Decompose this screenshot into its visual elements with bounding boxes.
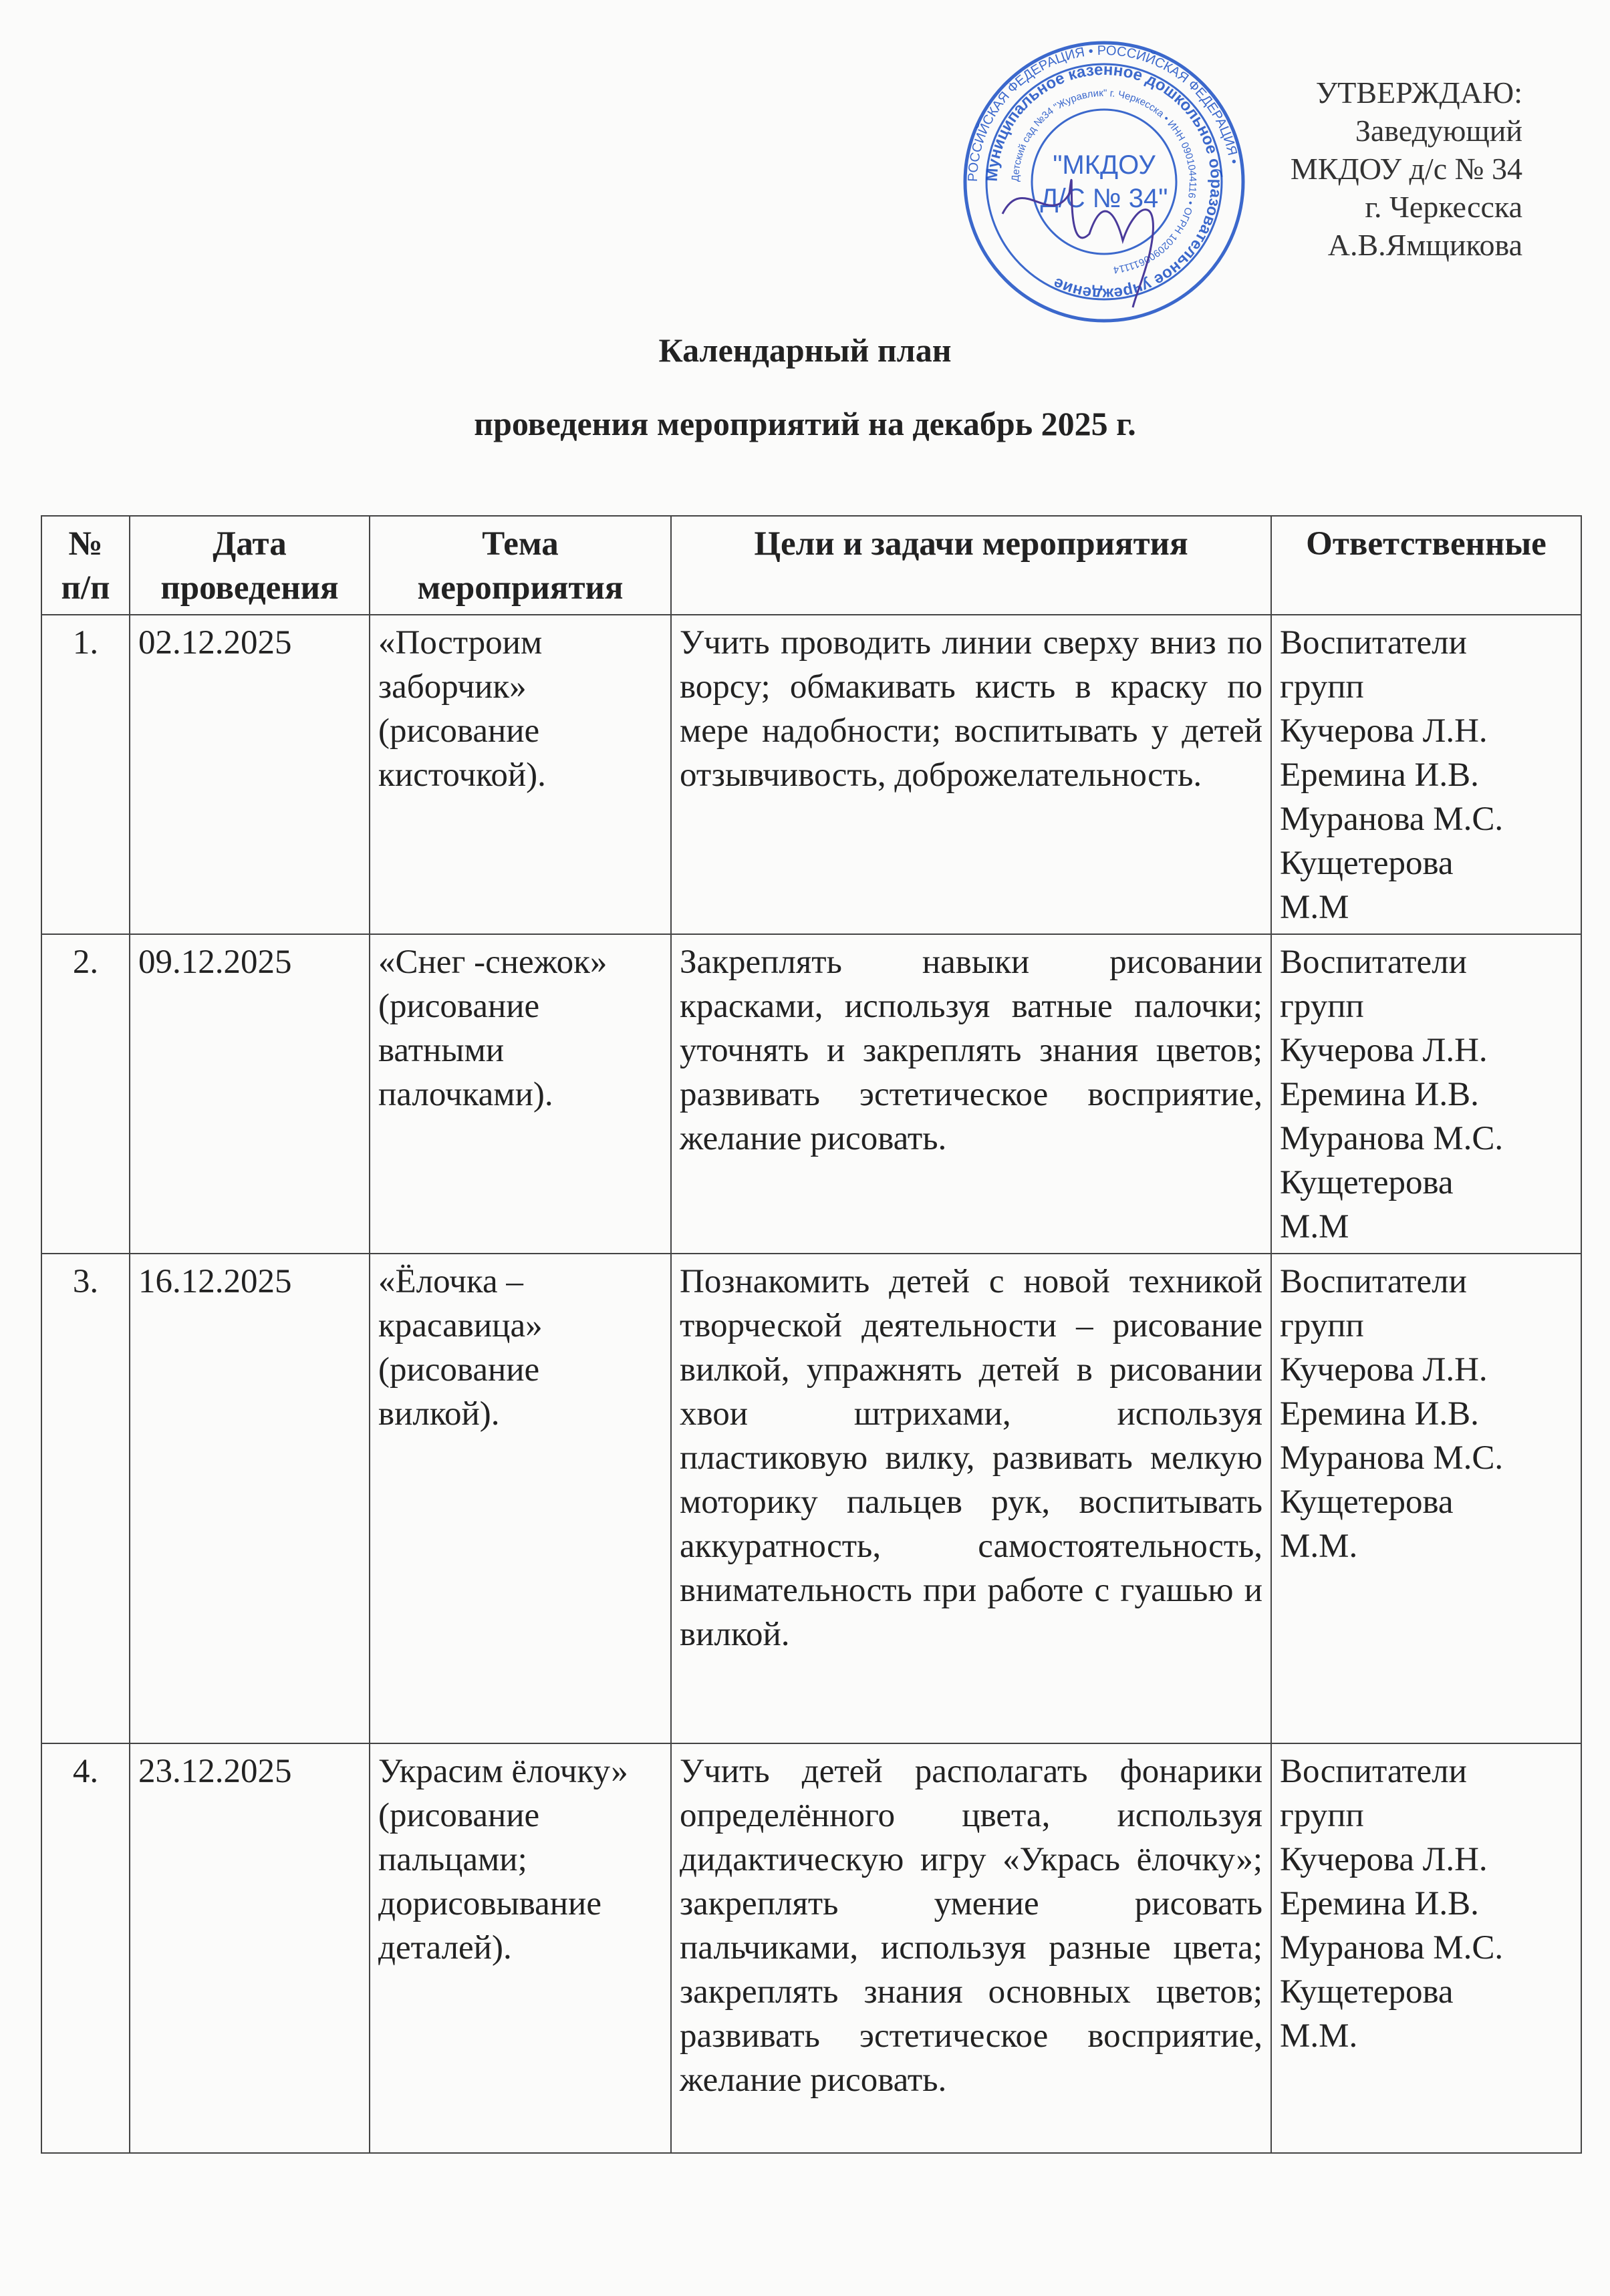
cell-responsible: Воспитатели групп Кучерова Л.Н. Еремина И.В. Муранова М.С. Кущетерова М.М (1271, 934, 1581, 1254)
document-subtitle: проведения мероприятий на декабрь 2025 г. (474, 405, 1136, 442)
stamp-ring-text: Муниципальное казенное дошкольное образовательное учреждение (982, 60, 1226, 303)
approval-line: УТВЕРЖДАЮ: (1315, 76, 1522, 110)
official-stamp (962, 40, 1246, 324)
cell-topic: «Построим заборчик» (рисование кисточкой). (370, 615, 671, 934)
cell-responsible: Воспитатели групп Кучерова Л.Н. Еремина И.В. Муранова М.С. Кущетерова М.М (1271, 615, 1581, 934)
cell-date: 16.12.2025 (130, 1254, 370, 1743)
header-topic: Тема мероприятия (370, 516, 671, 615)
table-row (41, 1743, 1581, 2153)
stamp-inner-ring-text: Детский сад №34 "Журавлик" г. Черкесска • ИНН 0901044116 • ОГРН 1020900611114 (1009, 87, 1199, 276)
approval-line: А.В.Ямщикова (1327, 228, 1522, 262)
stamp-outer-text: РОССИЙСКАЯ ФЕДЕРАЦИЯ • РОССИЙСКАЯ ФЕДЕРАЦИЯ • (965, 43, 1242, 182)
cell-responsible: Воспитатели групп Кучерова Л.Н. Еремина И.В. Муранова М.С. Кущетерова М.М. (1271, 1254, 1581, 1743)
approval-line: Заведующий (1355, 114, 1522, 148)
cell-goals: Учить проводить линии сверху вниз по ворсу; обмакивать кисть в краску по мере надобности; воспитывать у детей отзывчивость, доброжелательность. (671, 615, 1271, 934)
cell-date: 09.12.2025 (130, 934, 370, 1254)
cell-responsible: Воспитатели групп Кучерова Л.Н. Еремина И.В. Муранова М.С. Кущетерова М.М. (1271, 1743, 1581, 2153)
events-table (41, 515, 1582, 2154)
header-num: № п/п (41, 516, 130, 615)
document-title: Календарный план (658, 331, 952, 369)
cell-num: 3. (41, 1254, 130, 1743)
header-goals: Цели и задачи мероприятия (671, 516, 1271, 615)
header-date: Дата проведения (130, 516, 370, 615)
stamp-center-text: Д/С № 34" (1040, 184, 1168, 213)
approval-line: МКДОУ д/с № 34 (1290, 152, 1522, 186)
cell-goals: Познакомить детей с новой техникой творческой деятельности – рисование вилкой, упражнять детей в рисовании хвои штрихами, используя пластиковую вилку, развивать мелкую моторику пальцев рук, воспитывать аккуратность, самостоятельность, внимательность при работе с гуашью и вилкой. (671, 1254, 1271, 1743)
table-header-row (41, 516, 1581, 615)
approval-line: г. Черкесска (1365, 190, 1522, 224)
table-row (41, 934, 1581, 1254)
stamp-center-text: "МКДОУ (1053, 150, 1156, 180)
cell-topic: «Снег -снежок» (рисование ватными палочками). (370, 934, 671, 1254)
cell-num: 4. (41, 1743, 130, 2153)
cell-date: 23.12.2025 (130, 1743, 370, 2153)
table-row (41, 615, 1581, 934)
cell-goals: Закреплять навыки рисовании красками, используя ватные палочки; уточнять и закреплять знания цветов; развивать эстетическое восприятие, желание рисовать. (671, 934, 1271, 1254)
cell-num: 1. (41, 615, 130, 934)
table-row (41, 1254, 1581, 1743)
header-responsible: Ответственные (1271, 516, 1581, 615)
cell-num: 2. (41, 934, 130, 1254)
cell-date: 02.12.2025 (130, 615, 370, 934)
cell-topic: «Ёлочка – красавица» (рисование вилкой). (370, 1254, 671, 1743)
cell-topic: Украсим ёлочку» (рисование пальцами; дорисовывание деталей). (370, 1743, 671, 2153)
approval-block (1291, 74, 1522, 264)
cell-goals: Учить детей располагать фонарики определённого цвета, используя дидактическую игру «Укрась ёлочку»; закреплять умение рисовать пальчиками, используя разные цвета; закреплять знания основных цветов; развивать эстетическое восприятие, желание рисовать. (671, 1743, 1271, 2153)
